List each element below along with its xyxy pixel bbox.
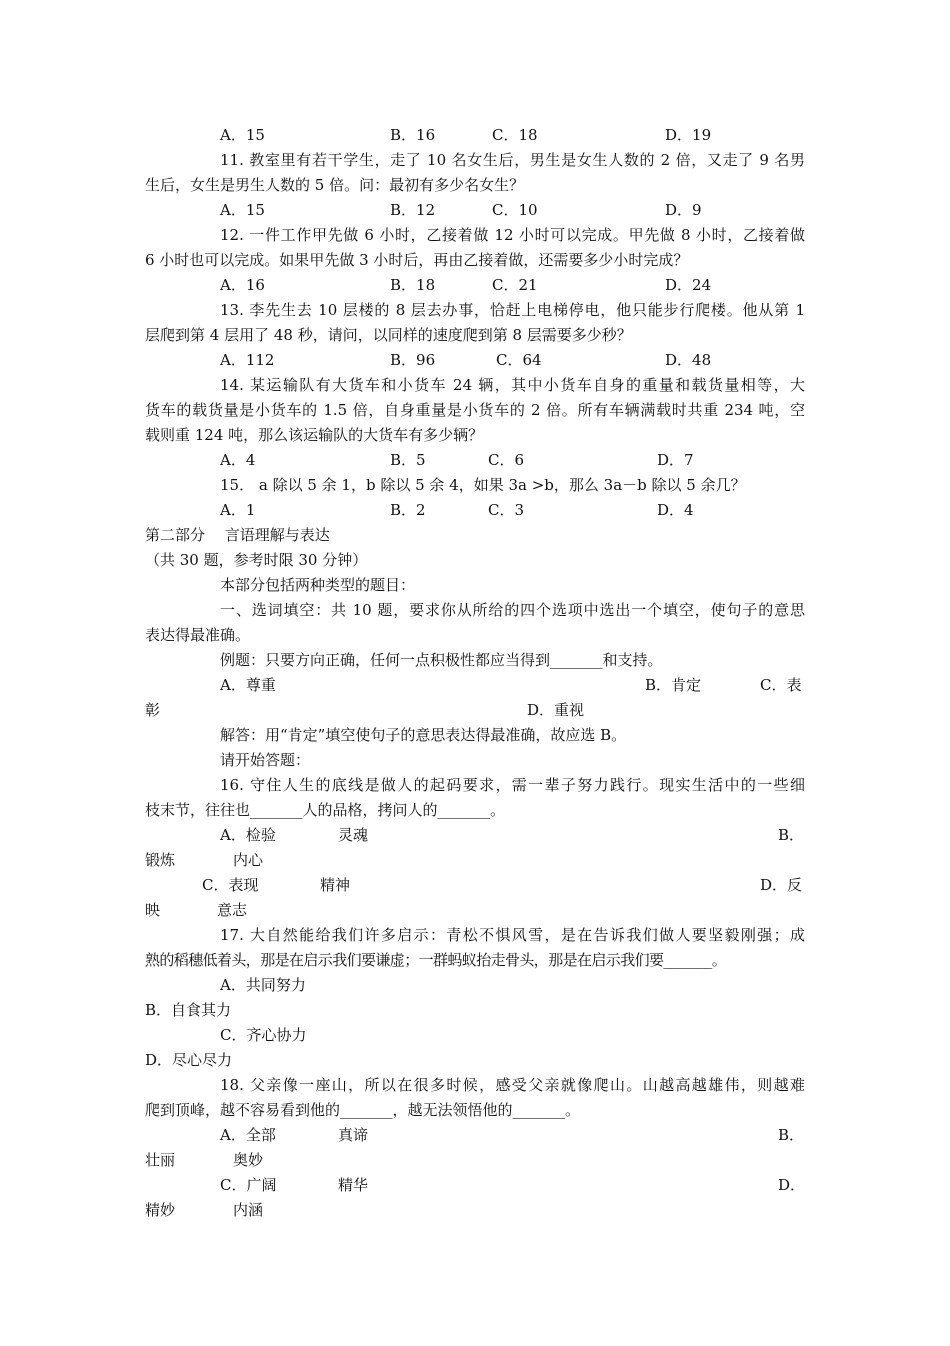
q18-option-d-word2: 内涵 xyxy=(233,1201,264,1219)
q16-option-c-word2: 精神 xyxy=(320,876,351,894)
example-question: 例题：只要方向正确，任何一点积极性都应当得到_______和支持。 xyxy=(220,651,663,669)
q16-option-d-cont: 映 xyxy=(145,901,161,919)
q15-option-d: D．4 xyxy=(657,501,694,519)
q17-option-b: B．自食其力 xyxy=(145,1001,232,1019)
q18-text-line1: 18. 父亲像一座山，所以在很多时候，感受父亲就像爬山。山越高越雄伟，则越难 xyxy=(220,1076,805,1094)
q17-option-a: A．共同努力 xyxy=(220,976,306,994)
part2-title: 第二部分 言语理解与表达 xyxy=(145,526,330,544)
q11-text-line1: 11. 教室里有若干学生，走了 10 名女生后，男生是女生人数的 2 倍，又走了 9 名男 xyxy=(220,151,805,169)
part2-subtitle: （共 30 题，参考时限 30 分钟） xyxy=(145,551,368,569)
q11-option-b: B．12 xyxy=(390,201,436,219)
q17-option-c: C．齐心协力 xyxy=(220,1026,307,1044)
q16-option-c: C．表现 xyxy=(202,876,259,894)
q16-option-a: A．检验 xyxy=(220,826,276,844)
q12-text-line2: 6 小时也可以完成。如果甲先做 3 小时后，再由乙接着做，还需要多少小时完成？ xyxy=(145,251,689,269)
q14-option-d: D．7 xyxy=(657,451,694,469)
q18-option-b-word2: 奥妙 xyxy=(233,1151,264,1169)
example-option-c: C．表 xyxy=(760,676,802,694)
q13-option-a: A．112 xyxy=(220,351,275,369)
q14-option-b: B．5 xyxy=(390,451,426,469)
q13-text-line1: 13. 李先生去 10 层楼的 8 层去办事，恰赶上电梯停电，他只能步行爬楼。他从第 1 xyxy=(220,301,805,319)
q12-option-c: C．21 xyxy=(492,276,538,294)
example-answer: 解答：用“肯定”填空使句子的意思表达得最准确，故应选 B。 xyxy=(220,726,627,744)
q18-option-b-word1: 壮丽 xyxy=(145,1151,176,1169)
q16-option-a-word2: 灵魂 xyxy=(338,826,369,844)
q15-option-a: A．1 xyxy=(220,501,256,519)
q14-option-c: C．6 xyxy=(488,451,525,469)
q11-option-c: C．10 xyxy=(492,201,538,219)
q10-option-b: B．16 xyxy=(390,126,436,144)
q10-option-d: D．19 xyxy=(665,126,712,144)
q12-option-a: A．16 xyxy=(220,276,265,294)
q17-option-d: D．尽心尽力 xyxy=(145,1051,233,1069)
part2-type1-line2: 表达得最准确。 xyxy=(145,626,251,644)
q16-option-b: B． xyxy=(778,826,805,844)
q18-option-b: B． xyxy=(778,1126,805,1144)
q12-text-line1: 12. 一件工作甲先做 6 小时，乙接着做 12 小时可以完成。甲先做 8 小时，乙接着做 xyxy=(220,226,805,244)
q13-option-b: B．96 xyxy=(390,351,436,369)
q14-text-line3: 载则重 124 吨，那么该运输队的大货车有多少辆？ xyxy=(145,426,484,444)
q11-option-d: D．9 xyxy=(665,201,702,219)
q18-option-c-word2: 精华 xyxy=(338,1176,369,1194)
q15-text-line1: 15． a 除以 5 余 1，b 除以 5 余 4，如果 3a >b，那么 3a－b 除以 5 余几？ xyxy=(220,476,746,494)
example-option-c-cont: 彰 xyxy=(145,701,161,719)
q14-text-line1: 14. 某运输队有大货车和小货车 24 辆，其中小货车自身的重量和载货量相等，大 xyxy=(220,376,805,394)
q15-option-b: B．2 xyxy=(390,501,426,519)
q14-text-line2: 货车的载货量是小货车的 1.5 倍，自身重量是小货车的 2 倍。所有车辆满载时共重 234 吨，空 xyxy=(145,401,805,419)
start-prompt: 请开始答题： xyxy=(220,751,311,769)
q11-option-a: A．15 xyxy=(220,201,265,219)
q18-option-c: C．广阔 xyxy=(220,1176,277,1194)
q17-text-line1: 17. 大自然能给我们许多启示：青松不惧风雪，是在告诉我们做人要坚毅刚强；成 xyxy=(220,926,805,944)
q16-text-line1: 16. 守住人生的底线是做人的起码要求，需一辈子努力践行。现实生活中的一些细 xyxy=(220,776,805,794)
q18-option-a-word2: 真谛 xyxy=(338,1126,369,1144)
q18-option-d: D． xyxy=(778,1176,806,1194)
q18-option-a: A．全部 xyxy=(220,1126,276,1144)
q11-text-line2: 生后，女生是男生人数的 5 倍。问：最初有多少名女生？ xyxy=(145,176,525,194)
q10-option-c: C．18 xyxy=(492,126,538,144)
example-option-b: B．肯定 xyxy=(645,676,702,694)
q16-option-d-word2: 意志 xyxy=(217,901,248,919)
part2-intro: 本部分包括两种类型的题目： xyxy=(220,576,416,594)
part2-type1-line1: 一、选词填空：共 10 题，要求你从所给的四个选项中选出一个填空，使句子的意思 xyxy=(220,601,805,619)
q16-option-b-word2: 内心 xyxy=(233,851,264,869)
q17-text-line2: 熟的稻穗低着头，那是在启示我们要谦虚；一群蚂蚁抬走骨头，那是在启示我们要_______。 xyxy=(145,951,727,969)
q18-text-line2: 爬到顶峰，越不容易看到他的_______，越无法领悟他的_______。 xyxy=(145,1101,581,1119)
q13-option-d: D．48 xyxy=(665,351,712,369)
q16-text-line2: 枝末节，往往也_______人的品格，拷问人的_______。 xyxy=(145,801,506,819)
example-option-d: D．重视 xyxy=(527,701,585,719)
q10-option-a: A．15 xyxy=(220,126,265,144)
q14-option-a: A．4 xyxy=(220,451,256,469)
q15-option-c: C．3 xyxy=(488,501,525,519)
q12-option-d: D．24 xyxy=(665,276,712,294)
q16-option-b-word1: 锻炼 xyxy=(145,851,176,869)
q12-option-b: B．18 xyxy=(390,276,436,294)
q13-option-c: C．64 xyxy=(496,351,542,369)
example-option-a: A．尊重 xyxy=(220,676,276,694)
q13-text-line2: 层爬到第 4 层用了 48 秒，请问，以同样的速度爬到第 8 层需要多少秒？ xyxy=(145,326,632,344)
q16-option-d: D．反 xyxy=(760,876,803,894)
q18-option-d-word1: 精妙 xyxy=(145,1201,176,1219)
